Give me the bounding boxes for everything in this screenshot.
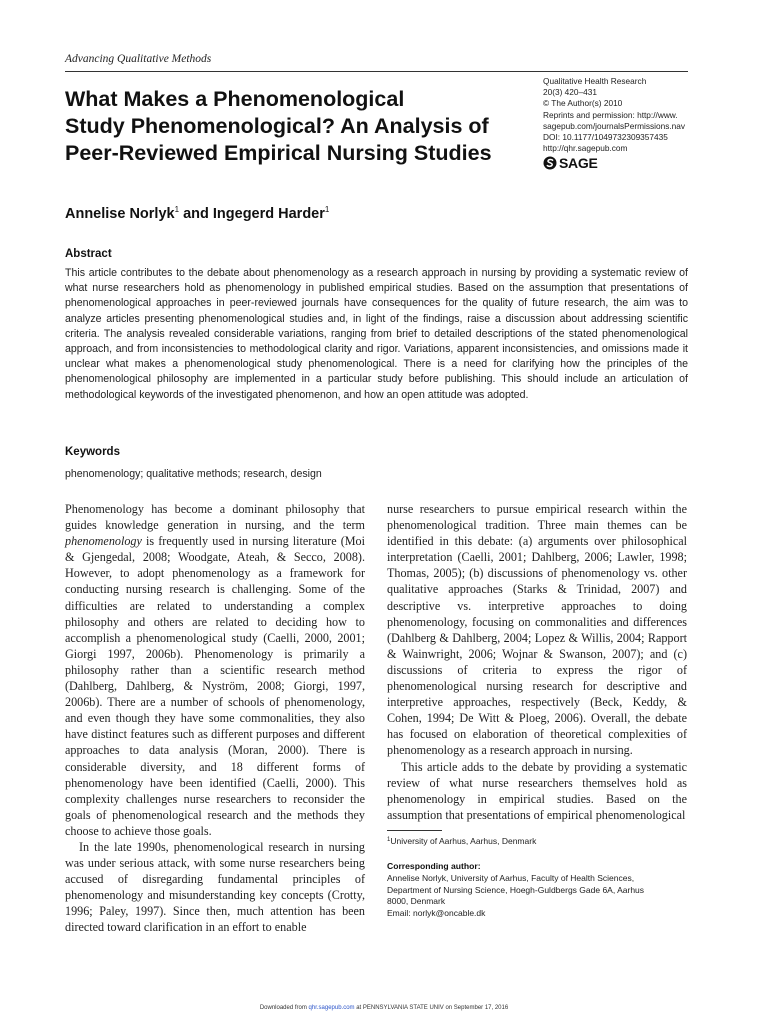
permissions-line: Reprints and permission: http://www. bbox=[543, 109, 678, 120]
title-line: Peer-Reviewed Empirical Nursing Studies bbox=[65, 141, 492, 165]
corresponding-line: Department of Nursing Science, Hoegh-Guldbergs Gade 6A, Aarhus bbox=[387, 884, 645, 895]
keywords-heading: Keywords bbox=[65, 446, 120, 458]
keywords-text: phenomenology; qualitative methods; research, design bbox=[65, 468, 322, 480]
journal-info bbox=[543, 76, 718, 154]
abstract-text: This article contributes to the debate about phenomenology as a research approach in nursing by providing a systematic review of what nurse researchers hold as phenomenology in published empirical studies. Based on the assumption that presentations of phenomenological approaches in peer-reviewed journals have consequences for the quality of future research, the aim was to analyze articles presenting phenomenological studies and, in light of the findings, raise a discussion about addressing scientific criteria. The analysis revealed considerable variations, ranging from brief to detailed descriptions of the stated phenomenological approach, and from inconsistencies to methodological clarity and rigor. Variations, apparent inconsistencies, and omissions made it unclear what makes a phenomenological study phenomenological. There is a need for clarifying how the principles of the phenomenological philosophy are implemented in a particular study before publishing. This should include an articulation of methodological keywords of the investigated phenomenon, and how an open attitude was adopted. bbox=[65, 267, 688, 401]
affiliation-mark: 1 bbox=[387, 837, 391, 843]
emphasized-term: phenomenology bbox=[65, 534, 142, 549]
journal-volume: 20(3) 420–431 bbox=[543, 87, 597, 98]
affiliation-footnote bbox=[387, 836, 536, 846]
journal-name: Qualitative Health Research bbox=[543, 76, 647, 86]
body-paragraph: This article adds to the debate by providing a systematic review of what nurse researchers themselves hold as phenomenology in empirical studies. Based on the assumption that presentations of empirical phenomenological bbox=[387, 759, 687, 822]
authors bbox=[65, 205, 329, 222]
author-name: Ingegerd Harder bbox=[212, 206, 325, 222]
author-name: Annelise Norlyk bbox=[65, 206, 175, 222]
download-suffix: at PENNSYLVANIA STATE UNIV on September 17, 2016 bbox=[354, 1005, 509, 1011]
download-link[interactable]: qhr.sagepub.com bbox=[308, 1005, 355, 1011]
corresponding-line: Annelise Norlyk, University of Aarhus, Faculty of Health Sciences, bbox=[387, 873, 635, 883]
affiliation-mark: 1 bbox=[324, 205, 330, 214]
body-paragraph bbox=[65, 501, 365, 839]
section-label: Advancing Qualitative Methods bbox=[65, 53, 212, 65]
body-column-right bbox=[387, 501, 687, 823]
download-prefix: Downloaded from bbox=[259, 1005, 309, 1011]
journal-url[interactable]: http://qhr.sagepub.com bbox=[543, 143, 628, 154]
body-text: is frequently used in nursing literature (Moi & Gjengedal, 2008; Woodgate, Ateah, & Secco, 2008). However, to adopt phenomenology as a framework for conducting nursing research is challenging. Some of the difficulties are related to understanding a complex philosophy and others are related to deciding how to accomplish a phenomenological study (Caelli, 2000, 2001; Giorgi 1997, 2006b). Phenomenology is primarily a philosophy rather than a scientific research method (Dahlberg, Dahlberg, & Nyström, 2008; Giorgi, 1997, 2006b). There are a number of schools of phenomenology, and even though they have some commonalities, they also have distinct features such as different purposes and different approaches to data analysis (Moran, 2000). There is considerable diversity, and 18 different forms of phenomenology have been identified (Caelli, 2000). This complexity challenges nurse researchers to reconsider the goals of phenomenological research and the methods they choose to achieve those goals. bbox=[65, 534, 365, 838]
header-rule bbox=[65, 71, 688, 72]
abstract-heading: Abstract bbox=[65, 248, 112, 260]
body-paragraph: In the late 1990s, phenomenological research in nursing was under serious attack, with some nurse researchers being accused of disregarding fundamental principles of phenomenology and misunderstanding key concepts (Crotty, 1996; Paley, 1997). Since then, much attention has been directed toward clarification in an effort to enable bbox=[65, 839, 365, 935]
permissions-url[interactable]: sagepub.com/journalsPermissions.nav bbox=[543, 120, 686, 131]
title-line: What Makes a Phenomenological bbox=[65, 87, 405, 111]
body-text: Phenomenology has become a dominant philosophy that guides knowledge generation in nursing, and the term bbox=[65, 502, 365, 533]
affiliation-mark: 1 bbox=[174, 205, 180, 214]
body-column-left bbox=[65, 501, 365, 936]
corresponding-email[interactable]: Email: norlyk@oncable.dk bbox=[387, 907, 486, 918]
sage-logo bbox=[543, 155, 597, 171]
corresponding-line: 8000, Denmark bbox=[387, 896, 446, 907]
doi: DOI: 10.1177/1049732309357435 bbox=[543, 132, 668, 143]
title-line: Study Phenomenological? An Analysis of bbox=[65, 114, 489, 138]
corresponding-author-heading: Corresponding author: bbox=[387, 861, 481, 871]
affiliation-text: University of Aarhus, Aarhus, Denmark bbox=[390, 836, 537, 846]
sage-logo-icon bbox=[543, 156, 557, 170]
download-notice bbox=[0, 1005, 768, 1011]
footnote-rule bbox=[387, 830, 442, 831]
sage-logo-text: SAGE bbox=[559, 155, 598, 171]
author-connector: and bbox=[179, 206, 213, 222]
corresponding-author-details bbox=[387, 873, 697, 919]
copyright: © The Author(s) 2010 bbox=[543, 98, 623, 109]
article-title bbox=[65, 86, 535, 167]
body-paragraph: nurse researchers to pursue empirical research within the phenomenological tradition. Three main themes can be identified in this debate: (a) arguments over philosophical interpretation (Caelli, 2001; Dahlberg, 2006; Lawler, 1998; Thomas, 2005); (b) discussions of phenomenology vs. other qualitative approaches (Starks & Trinidad, 2007) and descriptive vs. interpretive approaches to doing phenomenology, focusing on commonalities and differences (Dahlberg & Dahlberg, 2004; Lopez & Willis, 2004; Rapport & Wainwright, 2006; Wojnar & Swanson, 2007); and (c) discussions of criteria to express the rigor of phenomenological nursing research for descriptive and interpretive approaches, respectively (Beck, Keddy, & Cohen, 1994; De Witt & Ploeg, 2006). Overall, the debate has focused on elaboration of theoretical complexities of phenomenology as a research approach in nursing. bbox=[387, 502, 687, 758]
